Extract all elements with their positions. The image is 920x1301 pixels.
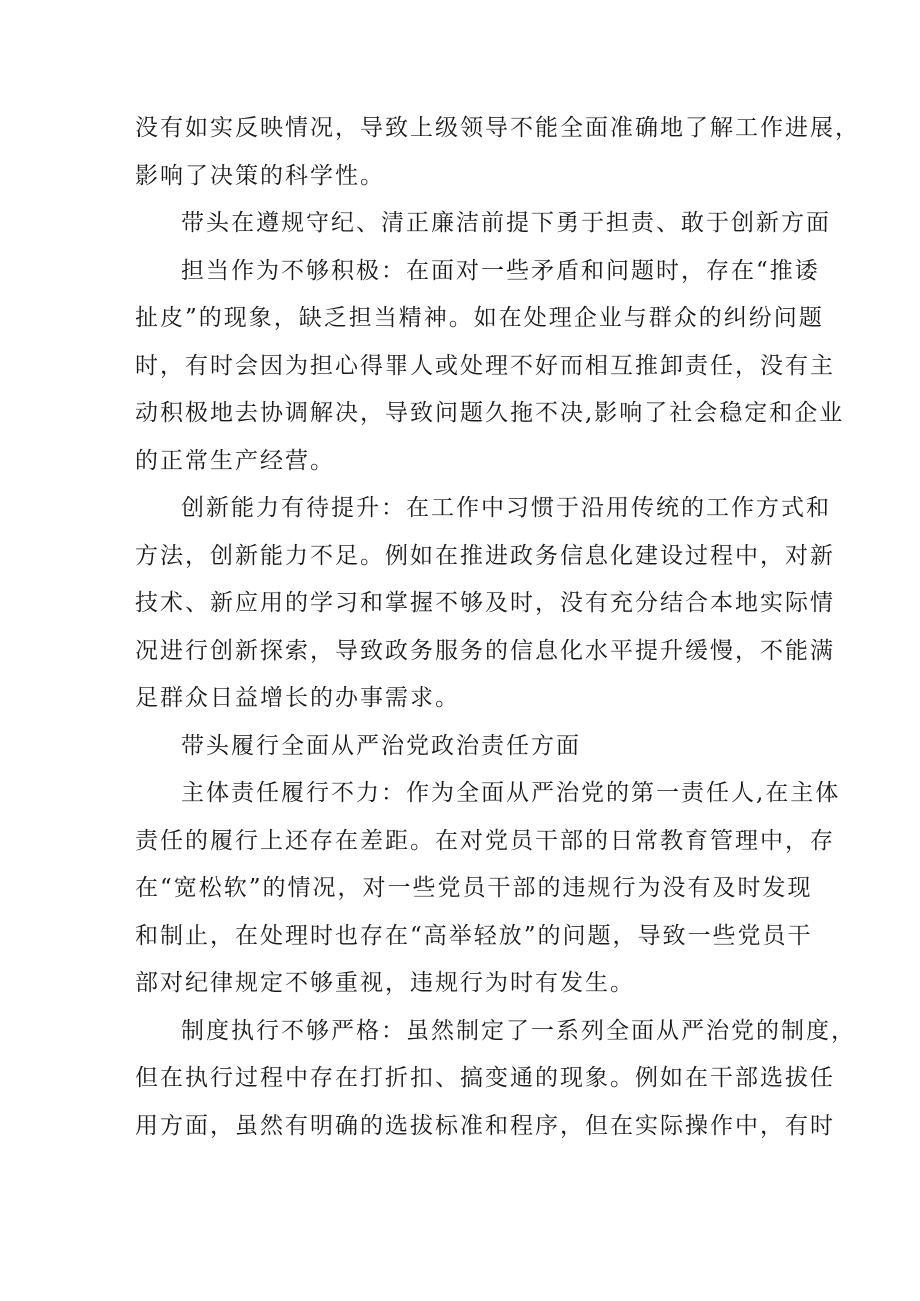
section-heading bbox=[135, 723, 795, 771]
text-line: 的正常生产经营。 bbox=[135, 447, 335, 474]
text-line: 主体责任履行不力：作为全面从严治党的第一责任人,在主体 bbox=[181, 780, 841, 806]
text-line: 时，有时会因为担心得罪人或处理不好而相互推卸责任，没有主 bbox=[135, 352, 835, 379]
text-line: 动积极地去协调解决，导致问题久拖不决,影响了社会稳定和企业 bbox=[135, 400, 845, 426]
text-line: 担当作为不够积极：在面对一些矛盾和问题时，存在“推诿 bbox=[181, 257, 820, 284]
text-line: 况进行创新探索，导致政务服务的信息化水平提升缓慢，不能满 bbox=[135, 637, 835, 664]
text-line: 制度执行不够严格：虽然制定了一系列全面从严治党的制度， bbox=[181, 1017, 856, 1044]
text-line: 方法，创新能力不足。例如在推进政务信息化建设过程中，对新 bbox=[135, 542, 835, 569]
heading-line: 带头履行全面从严治党政治责任方面 bbox=[181, 732, 581, 759]
text-line: 和制止，在处理时也存在“高举轻放”的问题，导致一些党员干 bbox=[135, 922, 813, 949]
paragraph-continuation bbox=[135, 105, 860, 200]
text-line: 责任的履行上还存在差距。在对党员干部的日常教育管理中，存 bbox=[135, 827, 835, 854]
text-line: 技术、新应用的学习和掌握不够及时，没有充分结合本地实际情 bbox=[135, 590, 835, 616]
text-line: 没有如实反映情况，导致上级领导不能全面准确地了解工作进展， bbox=[135, 115, 860, 141]
text-line: 部对纪律规定不够重视，违规行为时有发生。 bbox=[135, 970, 635, 996]
paragraph-innovation bbox=[135, 485, 835, 723]
text-line: 影响了决策的科学性。 bbox=[135, 162, 385, 189]
section-heading bbox=[135, 200, 831, 248]
text-line: 扯皮”的现象，缺乏担当精神。如在处理企业与群众的纠纷问题 bbox=[135, 305, 824, 331]
text-line: 用方面，虽然有明确的选拔标准和程序，但在实际操作中，有时 bbox=[135, 1112, 835, 1139]
document-body bbox=[135, 105, 860, 1150]
text-line: 创新能力有待提升：在工作中习惯于沿用传统的工作方式和 bbox=[181, 495, 831, 521]
paragraph-main-responsibility bbox=[135, 770, 841, 1008]
text-line: 足群众日益增长的办事需求。 bbox=[135, 685, 460, 711]
text-line: 但在执行过程中存在打折扣、搞变通的现象。例如在干部选拔任 bbox=[135, 1065, 835, 1091]
text-line: 在“宽松软”的情况，对一些党员干部的违规行为没有及时发现 bbox=[135, 875, 813, 901]
heading-line: 带头在遵规守纪、清正廉洁前提下勇于担责、敢于创新方面 bbox=[181, 210, 831, 236]
paragraph-system-execution bbox=[135, 1008, 856, 1151]
paragraph-responsibility bbox=[135, 248, 845, 486]
